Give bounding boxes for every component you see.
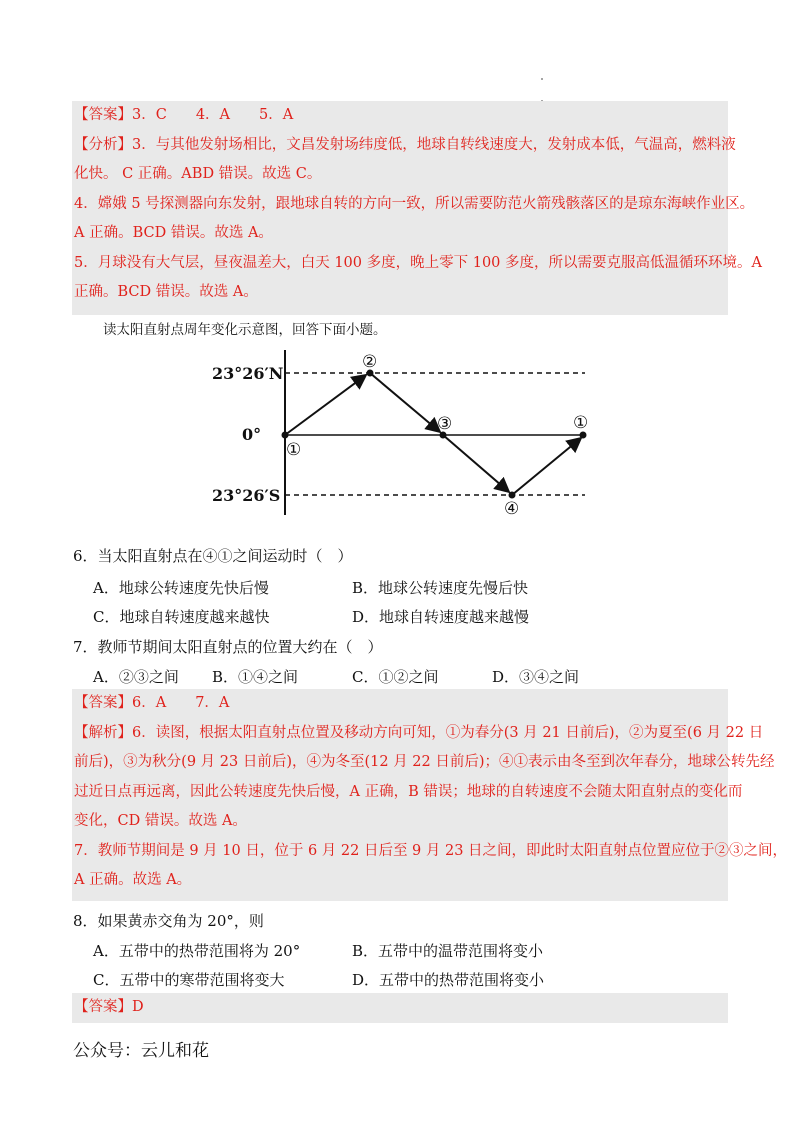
explanation-line: 7．教师节期间是 9 月 10 日，位于 6 月 22 日后至 9 月 23 日之间，即此时太阳直射点位置应位于②③之间， <box>74 842 788 859</box>
path-arrow-4-1 <box>512 438 581 495</box>
footer-account: 公众号：云儿和花 <box>73 1041 209 1061</box>
marker-3: ③ <box>437 414 453 434</box>
label-equator: 0° <box>242 425 262 444</box>
q7-option-c[interactable]: C．①②之间 <box>352 668 439 686</box>
answer-block-2 <box>72 689 788 901</box>
label-tropic-cancer: 23°26′N <box>212 364 284 383</box>
path-arrow-1-2 <box>285 375 366 435</box>
analysis-line: 4．嫦娥 5 号探测器向东发射，跟地球自转的方向一致，所以需要防范火箭残骸落区的是琼东海峡作业区。 <box>74 195 755 212</box>
q7-option-a[interactable]: A．②③之间 <box>93 668 179 686</box>
explanation-line: 【解析】6．读图，根据太阳直射点位置及移动方向可知，①为春分(3 月 21 日前后)，②为夏至(6 月 22 日 <box>74 724 764 741</box>
answer-line: 【答案】3．C 4．A 5．A <box>74 107 294 123</box>
answer-block-1 <box>72 101 762 315</box>
q7-option-d[interactable]: D．③④之间 <box>492 668 580 686</box>
label-tropic-capricorn: 23°26′S <box>212 486 281 505</box>
point-1 <box>282 432 289 439</box>
path-arrow-2-3 <box>370 373 440 432</box>
q8-option-c[interactable]: C．五带中的寒带范围将变大 <box>93 971 285 989</box>
q6-option-d[interactable]: D．地球自转速度越来越慢 <box>352 608 530 626</box>
answer-line: 【答案】6．A 7．A <box>74 695 230 711</box>
question-6-stem: 6．当太阳直射点在④①之间运动时（ ） <box>73 547 353 565</box>
q6-option-b[interactable]: B．地球公转速度先慢后快 <box>352 579 529 597</box>
analysis-line: A 正确。BCD 错误。故选 A。 <box>74 225 273 241</box>
point-4 <box>509 492 516 499</box>
subsolar-point-diagram <box>200 345 600 520</box>
path-arrow-3-4 <box>443 435 509 492</box>
q8-option-d[interactable]: D．五带中的热带范围将变小 <box>352 971 545 989</box>
analysis-line: 正确。BCD 错误。故选 A。 <box>74 284 258 300</box>
q6-option-c[interactable]: C．地球自转速度越来越快 <box>93 608 270 626</box>
marker-2: ② <box>362 352 378 372</box>
question-7-stem: 7．教师节期间太阳直射点的位置大约在（ ） <box>73 638 383 656</box>
explanation-line: 变化，CD 错误。故选 A。 <box>74 813 247 829</box>
explanation-line: 前后)，③为秋分(9 月 23 日前后)，④为冬至(12 月 22 日前后)；④①表示由冬至到次年春分，地球公转先经 <box>74 754 775 770</box>
marker-1: ① <box>286 440 302 460</box>
explanation-line: 过近日点再远离，因此公转速度先快后慢，A 正确，B 错误；地球的自转速度不会随太阳直射点的变化而 <box>74 783 743 800</box>
q8-option-a[interactable]: A．五带中的热带范围将为 20° <box>93 942 301 960</box>
question-8-stem: 8．如果黄赤交角为 20°，则 <box>73 912 264 930</box>
answer-line: 【答案】D <box>74 999 144 1015</box>
analysis-line: 5．月球没有大气层，昼夜温差大，白天 100 多度，晚上零下 100 多度，所以需要克服高低温循环环境。A <box>74 254 762 271</box>
explanation-line: A 正确。故选 A。 <box>74 872 192 888</box>
q6-option-a[interactable]: A．地球公转速度先快后慢 <box>93 579 269 597</box>
marker-1-end: ① <box>573 413 589 433</box>
q7-option-b[interactable]: B．①④之间 <box>212 668 299 686</box>
answer-block-3 <box>72 993 728 1023</box>
marker-4: ④ <box>504 499 520 519</box>
analysis-line: 【分析】3．与其他发射场相比，文昌发射场纬度低，地球自转线速度大，发射成本低，气温高，燃料液 <box>74 136 736 153</box>
question-intro: 读太阳直射点周年变化示意图，回答下面小题。 <box>103 322 387 338</box>
analysis-line: 化快。 C 正确。ABD 错误。故选 C。 <box>74 166 322 182</box>
q8-option-b[interactable]: B．五带中的温带范围将变小 <box>352 942 544 960</box>
